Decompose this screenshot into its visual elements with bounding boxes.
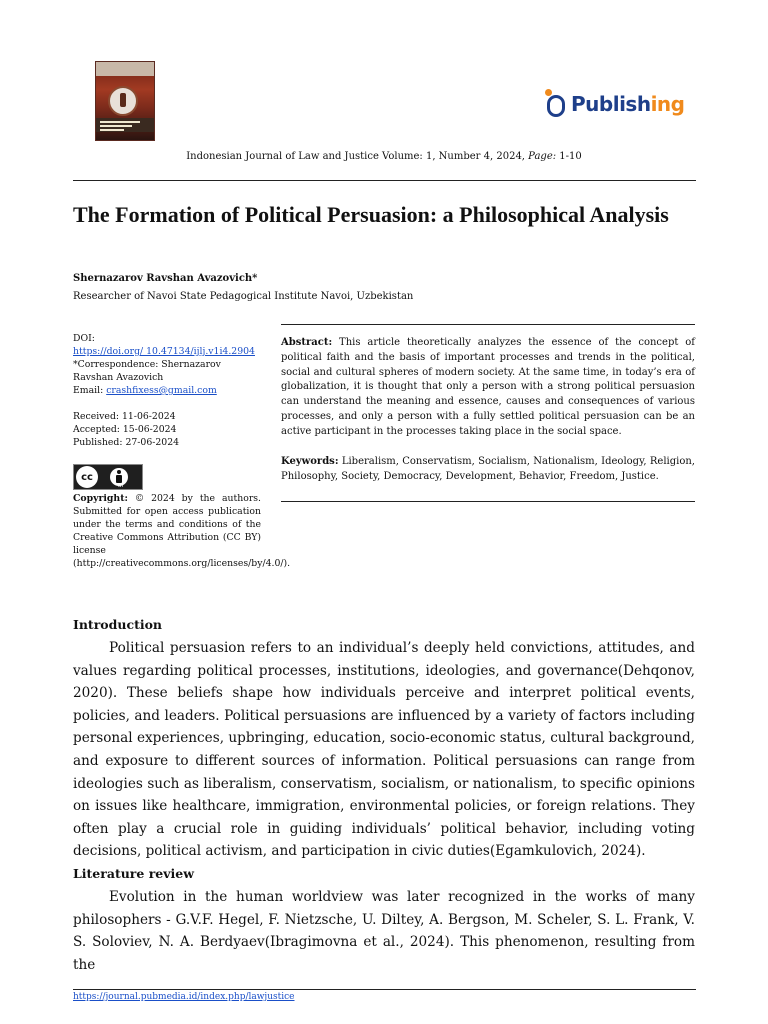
logo-text-prefix: Publish [571, 92, 651, 116]
journal-url-link[interactable]: https://journal.pubmedia.id/index.php/lawjustice [73, 992, 295, 1002]
received-date: Received: 11-06-2024 [73, 411, 176, 422]
logo-text-suffix: ing [650, 92, 685, 116]
journal-citation-line [0, 151, 768, 162]
cc-icon: cc [76, 466, 98, 488]
literature-review-heading: Literature review [73, 866, 194, 881]
abstract-label: Abstract: [281, 337, 333, 348]
accepted-date: Accepted: 15-06-2024 [73, 424, 177, 435]
abstract-text: This article theoretically analyzes the essence of the concept of political faith and the basis of important processes and trends in the political, social and cultural spheres of modern society. At the same time, in today’s era of globalization, it is thought that only a person with a strong political persuasion can understand the meaning and essence, causes and consequences of various processes, and only a person with a fully settled political persuasion can be an active participant in the processes taking place in the social space. [281, 337, 695, 437]
abstract [281, 336, 695, 440]
doi-link[interactable]: https://doi.org/ 10.47134/ijlj.v1i4.2904 [73, 346, 255, 357]
email-link[interactable]: crashfixess@gmail.com [106, 385, 217, 396]
publisher-logo [545, 87, 685, 121]
introduction-heading: Introduction [73, 617, 163, 632]
article-title: The Formation of Political Persuasion: a Philosophical Analysis [73, 202, 669, 227]
literature-review-paragraph: Evolution in the human worldview was later recognized in the works of many philosophers - G.V.F. Hegel, F. Nietzsche, U. Diltey, A. Bergson, M. Scheler, S. L. Frank, V. S. Soloviev, N. A. Berdyaev(Ibragimovna et al., 2024). This phenomenon, resulting from the [73, 889, 695, 973]
cc-by-license-badge[interactable] [73, 464, 143, 490]
author-affiliation: Researcher of Navoi State Pedagogical Institute Navoi, Uzbekistan [73, 291, 414, 302]
copyright-notice [73, 492, 291, 570]
footer-divider [73, 989, 696, 990]
published-date: Published: 27-06-2024 [73, 437, 180, 448]
doi-label: DOI: [73, 333, 95, 344]
keywords [281, 455, 695, 485]
email-label: Email: [73, 385, 107, 396]
email-line [73, 385, 261, 398]
copyright-text: © 2024 by the authors. Submitted for open access publication under the terms and conditions of the Creative Commons Attribution (CC BY) license (http://creativecommons.org/licenses/by/4.0/). [73, 493, 291, 569]
page-range: 1-10 [556, 151, 582, 162]
publisher-logo-icon [545, 89, 569, 119]
author-name: Shernazarov Ravshan Avazovich* [73, 273, 258, 284]
header-divider [73, 180, 696, 181]
abstract-top-rule [281, 324, 695, 325]
keywords-label: Keywords: [281, 456, 339, 467]
copyright-label: Copyright: [73, 493, 128, 504]
correspondence: *Correspondence: Shernazarov Ravshan Avazovich [73, 359, 221, 383]
page-label: Page: [528, 151, 557, 162]
journal-cover-image [96, 62, 154, 140]
journal-seal-icon [108, 86, 138, 116]
keywords-text: Liberalism, Conservatism, Socialism, Nationalism, Ideology, Religion, Philosophy, Society, Democracy, Development, Behavior, Freedom, Justice. [281, 456, 695, 482]
introduction-paragraph: Political persuasion refers to an individual’s deeply held convictions, attitudes, and values regarding political processes, institutions, ideologies, and governance(Dehqonov, 2020). These beliefs shape how individuals perceive and interpret political events, policies, and leaders. Political persuasions are influenced by a variety of factors including personal experiences, upbringing, education, socio-economic status, cultural background, and exposure to different sources of information. Political persuasions can range from ideologies such as liberalism, conservatism, socialism, or nationalism, to specific opinions on issues like healthcare, immigration, environmental policies, or foreign relations. They often play a crucial role in guiding individuals’ political behavior, including voting decisions, political activism, and participation in civic duties(Egamkulovich, 2024). [73, 640, 695, 860]
journal-name: Indonesian Journal of Law and Justice Volume: 1, Number 4, 2024, [186, 151, 529, 162]
abstract-bottom-rule [281, 501, 695, 502]
cc-by-text: BY [118, 483, 125, 489]
